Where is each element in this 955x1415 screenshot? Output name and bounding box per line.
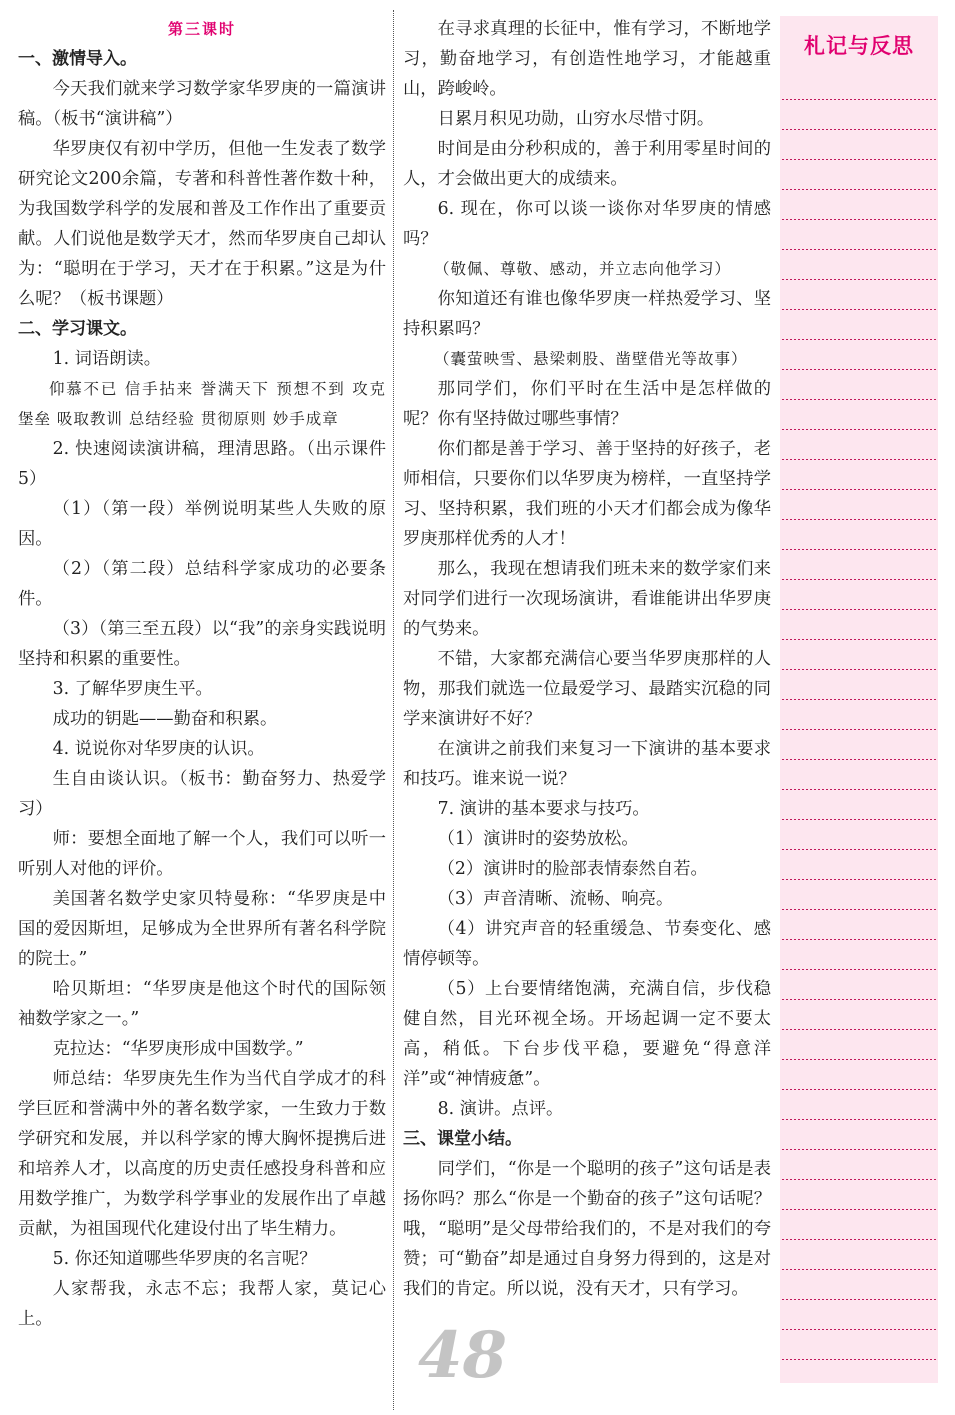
paragraph: 你知道还有谁也像华罗庚一样热爱学习、坚持积累吗？ — [403, 289, 771, 339]
quote: 时间是由分秒积成的，善于利用零星时间的人，才会做出更大的成绩来。 — [403, 139, 771, 189]
step-item: 7. 演讲的基本要求与技巧。 — [437, 799, 650, 819]
quote: 人家帮我，永志不忘；我帮人家，莫记心上。 — [18, 1279, 386, 1329]
sub-item: （3）声音清晰、流畅、响亮。 — [437, 889, 674, 909]
sub-item: （1）（第一段）举例说明某些人失败的原因。 — [18, 499, 386, 549]
sub-item: （2）演讲时的脸部表情泰然自若。 — [437, 859, 708, 879]
paragraph: 不错，大家都充满信心要当华罗庚那样的人物，那我们就选一位最爱学习、最踏实沉稳的同学来演讲好不好？ — [403, 649, 771, 729]
answer-note: （囊萤映雪、悬梁刺股、凿壁借光等故事） — [434, 350, 748, 368]
page-number: 48 — [418, 1318, 508, 1393]
paragraph: 师：要想全面地了解一个人，我们可以听一听别人对他的评价。 — [18, 829, 386, 879]
section-heading-intro: 一、激情导入。 — [18, 49, 137, 69]
paragraph: 华罗庚仅有初中学历，但他一生发表了数学研究论文200余篇，专著和科普性著作数十种，为我国数学科学的发展和普及工作作出了重要贡献。人们说他是数学天才，然而华罗庚自己却认为：“聪明在于学习，天才在于积累。”这是为什么呢？（板书课题） — [18, 139, 386, 309]
notes-ruled-lines — [782, 70, 936, 1383]
sub-item: （1）演讲时的姿势放松。 — [437, 829, 639, 849]
left-column — [18, 14, 386, 1334]
step-item: 6. 现在，你可以谈一谈你对华罗庚的情感吗？ — [403, 199, 771, 249]
section-heading-study: 二、学习课文。 — [18, 319, 137, 339]
paragraph: 师总结：华罗庚先生作为当代自学成才的科学巨匠和誉满中外的著名数学家，一生致力于数学研究和发展，并以科学家的博大胸怀提携后进和培养人才，以高度的历史责任感投身科普和应用数学推广，为数学科学事业的发展作出了卓越贡献，为祖国现代化建设付出了毕生精力。 — [18, 1069, 386, 1239]
paragraph: 今天我们就来学习数学家华罗庚的一篇演讲稿。（板书“演讲稿”） — [18, 79, 386, 129]
sub-item: （4）讲究声音的轻重缓急、节奏变化、感情停顿等。 — [403, 919, 771, 969]
paragraph: 你们都是善于学习、善于坚持的好孩子，老师相信，只要你们以华罗庚为榜样，一直坚持学习、坚持积累，我们班的小天才们都会成为像华罗庚那样优秀的人才！ — [403, 439, 771, 549]
step-item: 3. 了解华罗庚生平。 — [52, 679, 213, 699]
paragraph: 克拉达：“华罗庚形成中国数学。” — [52, 1039, 304, 1059]
paragraph: 成功的钥匙——勤奋和积累。 — [52, 709, 278, 729]
sub-item: （2）（第二段）总结科学家成功的必要条件。 — [18, 559, 386, 609]
step-item: 2. 快速阅读演讲稿，理清思路。（出示课件5） — [18, 439, 386, 489]
vocabulary-list: 仰慕不已 信手拈来 誉满天下 预想不到 攻克堡垒 吸取教训 总结经验 贯彻原则 妙手成章 — [18, 380, 386, 428]
notes-panel — [780, 16, 938, 1383]
step-item: 5. 你还知道哪些华罗庚的名言呢？ — [52, 1249, 317, 1269]
lesson-title: 第三课时 — [167, 20, 236, 38]
paragraph: 生自由谈认识。（板书：勤奋努力、热爱学习） — [18, 769, 386, 819]
step-item: 1. 词语朗读。 — [52, 349, 161, 369]
step-item: 8. 演讲。点评。 — [437, 1099, 564, 1119]
paragraph: 哈贝斯坦：“华罗庚是他这个时代的国际领袖数学家之一。” — [18, 979, 386, 1029]
middle-column — [403, 14, 771, 1304]
paragraph: 同学们，“你是一个聪明的孩子”这句话是表扬你吗？那么“你是一个勤奋的孩子”这句话呢？哦，“聪明”是父母带给我们的，不是对我们的夸赞；可“勤奋”却是通过自身努力得到的，这是对我们的肯定。所以说，没有天才，只有学习。 — [403, 1159, 771, 1299]
column-divider — [393, 10, 394, 1410]
section-heading-summary: 三、课堂小结。 — [403, 1129, 522, 1149]
paragraph: 那么，我现在想请我们班未来的数学家们来对同学们进行一次现场演讲，看谁能讲出华罗庚的气势来。 — [403, 559, 771, 639]
paragraph: 美国著名数学史家贝特曼称：“华罗庚是中国的爱因斯坦，足够成为全世界所有著名科学院的院士。” — [18, 889, 386, 969]
sub-item: （5）上台要情绪饱满，充满自信，步伐稳健自然，目光环视全场。开场起调一定不要太高，稍低。下台步伐平稳，要避免“得意洋洋”或“神情疲惫”。 — [403, 979, 771, 1089]
quote: 在寻求真理的长征中，惟有学习，不断地学习，勤奋地学习，有创造性地学习，才能越重山，跨峻岭。 — [403, 19, 771, 99]
answer-note: （敬佩、尊敬、感动，并立志向他学习） — [434, 260, 732, 278]
step-item: 4. 说说你对华罗庚的认识。 — [52, 739, 265, 759]
paragraph: 那同学们，你们平时在生活中是怎样做的呢？你有坚持做过哪些事情？ — [403, 379, 771, 429]
notes-title: 札记与反思 — [804, 34, 914, 58]
quote: 日累月积见功勋，山穷水尽惜寸阴。 — [437, 109, 715, 129]
sub-item: （3）（第三至五段）以“我”的亲身实践说明坚持和积累的重要性。 — [18, 619, 386, 669]
paragraph: 在演讲之前我们来复习一下演讲的基本要求和技巧。谁来说一说？ — [403, 739, 771, 789]
